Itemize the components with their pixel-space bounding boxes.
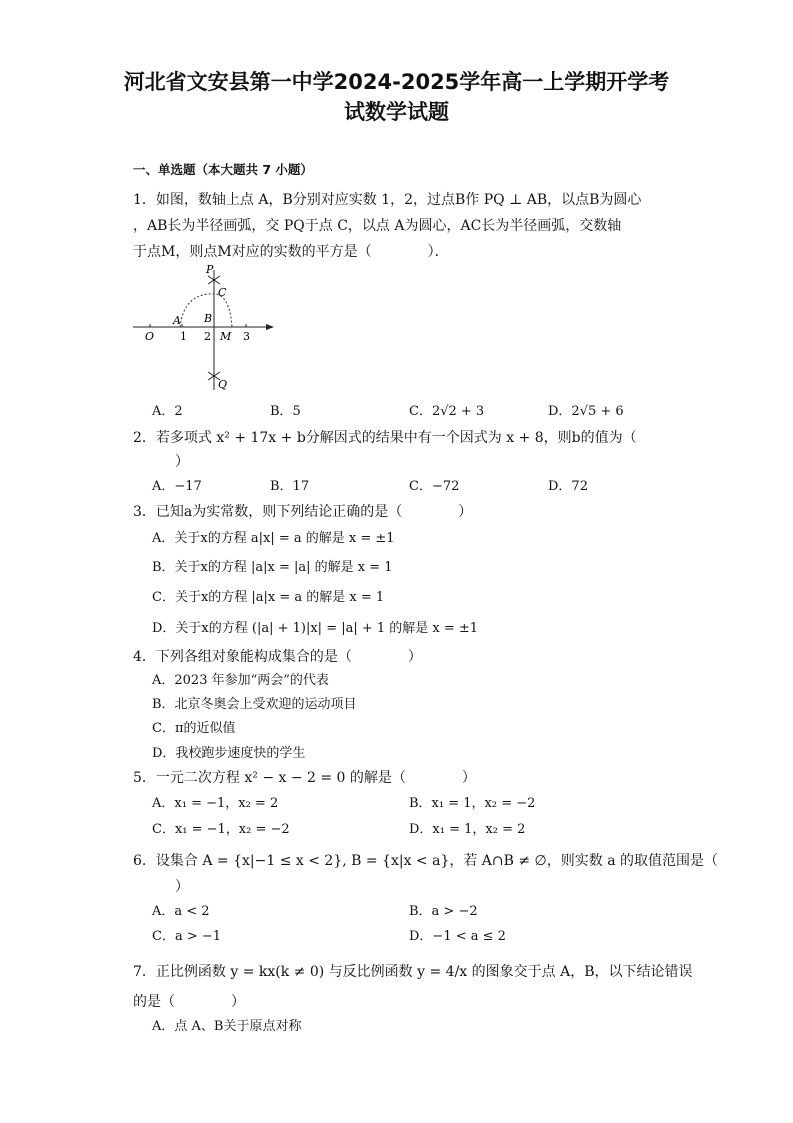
q6-option-b[interactable]: B．a > −2	[409, 904, 478, 919]
q6-option-c[interactable]: C．a > −1	[152, 929, 222, 944]
q1-line-1: 1．如图，数轴上点 A，B分别对应实数 1，2，过点B作 PQ ⊥ AB，以点B为圆心	[133, 192, 642, 208]
q2-option-d[interactable]: D．72	[548, 479, 588, 494]
section-heading: 一、单选题（本大题共 7 小题）	[133, 162, 313, 177]
q4-option-c[interactable]: C．π的近似值	[152, 721, 236, 736]
q3-option-d[interactable]: D．关于x的方程 (|a| + 1)|x| = |a| + 1 的解是 x = ±1	[152, 621, 479, 636]
label-a: A	[173, 314, 181, 327]
q3-option-c[interactable]: C．关于x的方程 |a|x = a 的解是 x = 1	[152, 590, 385, 605]
label-o: O	[145, 330, 155, 343]
q2-option-a[interactable]: A．−17	[152, 479, 202, 494]
label-q: Q	[218, 378, 228, 391]
label-p: P	[206, 263, 214, 276]
axis-arrow-icon	[266, 324, 274, 330]
q5-line-1: 5．一元二次方程 x² − x − 2 = 0 的解是（ ）	[133, 770, 476, 786]
q6-option-a[interactable]: A．a < 2	[152, 904, 210, 919]
q1-option-a[interactable]: A．2	[152, 404, 183, 419]
tick-label-2: 2	[204, 330, 211, 343]
tick-label-1: 1	[180, 330, 187, 343]
q4-option-d[interactable]: D．我校跑步速度快的学生	[152, 746, 306, 761]
q2-option-c[interactable]: C．−72	[409, 479, 460, 494]
q5-option-d[interactable]: D．x₁ = 1，x₂ = 2	[409, 822, 526, 837]
q3-option-b[interactable]: B．关于x的方程 |a|x = |a| 的解是 x = 1	[152, 560, 393, 575]
q5-option-c[interactable]: C．x₁ = −1，x₂ = −2	[152, 822, 290, 837]
q2-option-b[interactable]: B．17	[270, 479, 310, 494]
q2-line-1: 2．若多项式 x² + 17x + b分解因式的结果中有一个因式为 x + 8，则b的值为（	[133, 430, 637, 446]
q7-option-a[interactable]: A．点 A、B关于原点对称	[152, 1019, 302, 1034]
q1-option-c[interactable]: C．2√2 + 3	[409, 404, 485, 419]
q1-line-3: 于点M，则点M对应的实数的平方是（ ）．	[133, 244, 449, 260]
q7-line-1: 7．正比例函数 y = kx(k ≠ 0) 与反比例函数 y = 4/x 的图象交于点 A，B，以下结论错误	[133, 964, 693, 980]
q1-line-2: ，AB长为半径画弧，交 PQ于点 C，以点 A为圆心，AC长为半径画弧，交数轴	[133, 218, 622, 234]
number-line-figure	[128, 262, 288, 402]
label-b: B	[204, 312, 213, 325]
q7-line-2: 的是（ ）	[133, 994, 245, 1010]
label-c: C	[218, 286, 227, 299]
label-m: M	[220, 330, 232, 343]
q5-option-a[interactable]: A．x₁ = −1，x₂ = 2	[152, 796, 279, 811]
q5-option-b[interactable]: B．x₁ = 1，x₂ = −2	[409, 796, 536, 811]
q4-option-a[interactable]: A．2023 年参加“两会”的代表	[152, 673, 329, 688]
q3-option-a[interactable]: A．关于x的方程 a|x| = a 的解是 x = ±1	[152, 531, 395, 546]
q4-line-1: 4．下列各组对象能构成集合的是（ ）	[133, 649, 422, 665]
q6-option-d[interactable]: D．−1 < a ≤ 2	[409, 929, 506, 944]
q1-option-d[interactable]: D．2√5 + 6	[548, 404, 624, 419]
q2-line-2: ）	[133, 454, 189, 470]
q6-line-2: ）	[133, 879, 189, 895]
document-title-line-1: 河北省文安县第一中学2024-2025学年高一上学期开学考	[123, 70, 670, 94]
q3-line-1: 3．已知a为实常数，则下列结论正确的是（ ）	[133, 504, 473, 520]
document-title-line-2: 试数学试题	[344, 100, 449, 124]
q4-option-b[interactable]: B．北京冬奥会上受欢迎的运动项目	[152, 697, 357, 712]
tick-label-3: 3	[243, 330, 250, 343]
q6-line-1: 6．设集合 A = {x|−1 ≤ x < 2}, B = {x|x < a}，若 A∩B ≠ ∅，则实数 a 的取值范围是（	[133, 853, 718, 869]
q1-option-b[interactable]: B．5	[270, 404, 301, 419]
